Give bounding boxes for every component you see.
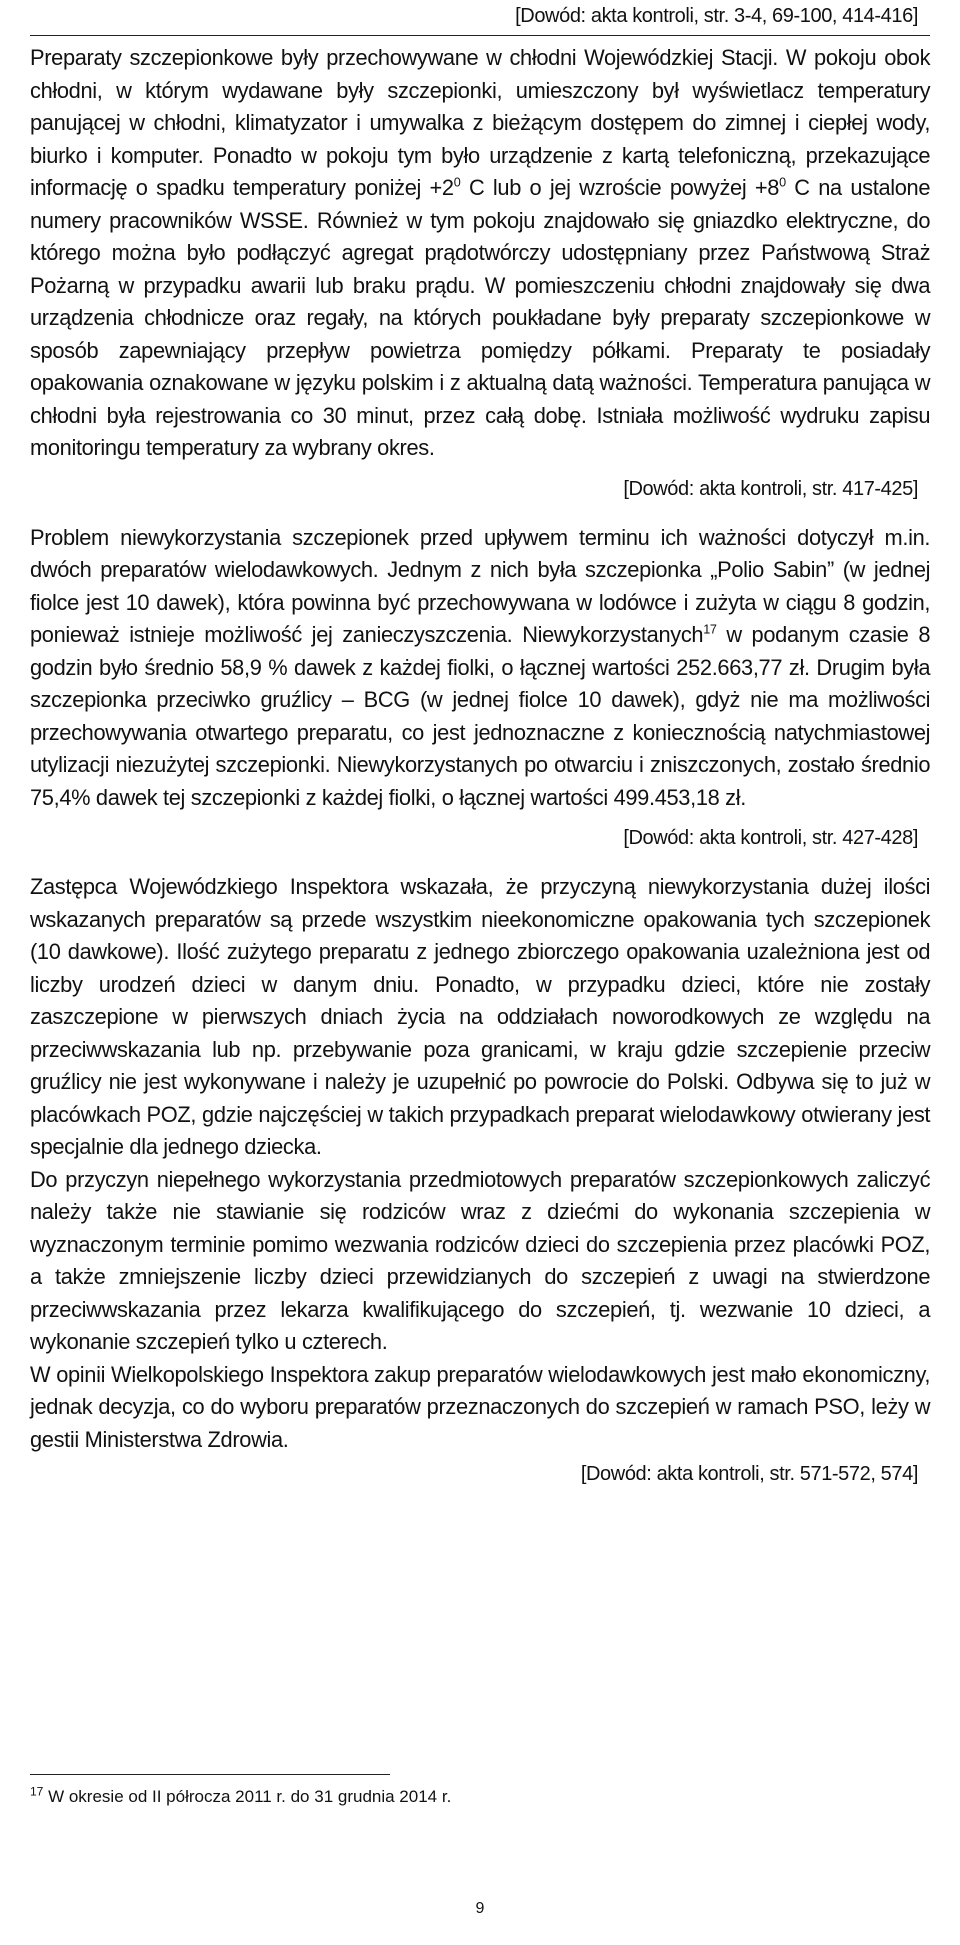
page-number: 9 <box>475 1900 485 1917</box>
paragraph-storage-end: C na ustalone numery pracowników WSSE. Również w tym pokoju znajdowało się gniazdko elektryczne, do którego można było podłączyć agregat prądotwórczy udostępniany przez Państwową Straż Pożarną w przypadku awarii lub braku prądu. W pomieszczeniu chłodni znajdowały się dwa urządzenia chłodnicze oraz regały, na których poukładane były preparaty szczepionkowe w sposób zapewniający przepływ powietrza pomiędzy półkami. Preparaty te posiadały opakowania oznakowane w języku polskim i z aktualną datą ważności. Temperatura panująca w chłodni była rejestrowania co 30 minut, przez całą dobę. Istniała możliwość wydruku zapisu monitoringu temperatury za wybrany okres. <box>30 175 931 460</box>
paragraph-waste <box>30 522 930 815</box>
footnote <box>30 1786 451 1808</box>
paragraph-waste-end: w podanym czasie 8 godzin było średnio 58,9 % dawek z każdej fiolki, o łącznej wartości 252.663,77 zł. Drugim była szczepionka przeciwko gruźlicy – BCG (w jednej fiolce 10 dawek), gdyż nie ma możliwości przechowywania otwartego preparatu, co jest jednoznaczne z koniecznością natychmiastowej utylizacji niezużytej szczepionki. Niewykorzystanych po otwarciu i zniszczonych, zostało średnio 75,4% dawek tej szczepionki z każdej fiolki, o łącznej wartości 499.453,18 zł. <box>30 622 931 810</box>
paragraph-deputy-inspector: Zastępca Wojewódzkiego Inspektora wskazała, że przyczyną niewykorzystania dużej ilości wskazanych preparatów są przede wszystkim nieekonomiczne opakowania tych szczepionek (10 dawkowe). Ilość zużytego preparatu z jednego zbiorczego opakowania uzależniona jest od liczby urodzeń dzieci w danym dniu. Ponadto, w przypadku dzieci, które nie zostały zaszczepione w pierwszych dniach życia na oddziałach noworodkowych ze względu na przeciwwskazania lub np. przebywanie poza granicami, w kraju gdzie szczepienie przeciw gruźlicy nie jest wykonywane i należy je uzupełnić po powrocie do Polski. Odbywa się to już w placówkach POZ, gdzie najczęściej w takich przypadkach preparat wielodawkowy otwierany jest specjalnie dla jednego dziecka. <box>30 874 931 1159</box>
paragraph-waste-text: Problem niewykorzystania szczepionek przed upływem terminu ich ważności dotyczył m.in. dwóch preparatów wielodawkowych. Jednym z nich była szczepionka „Polio Sabin” (w jednej fiolce jest 10 dawek), która powinna być przechowywana w lodówce i zużyta w ciągu 8 godzin, ponieważ istnieje możliwość jej zanieczyszczenia. Niewykorzystanych <box>30 524 931 647</box>
footnote-reference: 17 <box>703 621 717 637</box>
paragraph-storage-mid: C lub o jej wzroście powyżej +8 <box>460 175 780 200</box>
paragraph-causes: Do przyczyn niepełnego wykorzystania przedmiotowych preparatów szczepionkowych zaliczyć należy także nie stawianie się rodziców wraz z dziećmi do wykonania szczepienia w wyznaczonym terminie pomimo wezwania rodziców dzieci do szczepienia przez placówki POZ, a także zmniejszenie liczby dzieci przewidzianych do szczepień z uwagi na stwierdzone przeciwwskazania przez lekarza kwalifikującego do szczepień, tj. wezwanie 10 dzieci, a wykonanie szczepień tylko u czterech. <box>30 1166 931 1354</box>
paragraph-storage <box>30 42 930 465</box>
source-reference-2: [Dowód: akta kontroli, str. 427-428] <box>623 827 918 849</box>
superscript-degree-2: 0 <box>779 174 786 190</box>
footnote-text: W okresie od II półrocza 2011 r. do 31 grudnia 2014 r. <box>43 1787 452 1806</box>
footnote-number: 17 <box>30 1784 44 1799</box>
footnote-divider <box>30 1774 390 1775</box>
source-reference-3: [Dowód: akta kontroli, str. 571-572, 574] <box>580 1463 918 1485</box>
document-page <box>30 0 931 1917</box>
source-reference-1: [Dowód: akta kontroli, str. 417-425] <box>623 477 918 500</box>
source-reference-top: [Dowód: akta kontroli, str. 3-4, 69-100, 414-416] <box>515 5 918 27</box>
paragraph-storage-text: Preparaty szczepionkowe były przechowywane w chłodni Wojewódzkiej Stacji. W pokoju obok chłodni, w którym wydawane były szczepionki, umieszczony był wyświetlacz temperatury panującej w chłodni, klimatyzator i umywalka z bieżącym dostępem do zimnej i ciepłej wody, biurko i komputer. Ponadto w pokoju tym było urządzenie z kartą telefoniczną, przekazujące informację o spadku temperatury poniżej +2 <box>30 45 931 200</box>
paragraph-inspector-opinion: W opinii Wielkopolskiego Inspektora zakup preparatów wielodawkowych jest mało ekonomiczny, jednak decyzja, co do wyboru preparatów przeznaczonych do szczepień w ramach PSO, leży w gestii Ministerstwa Zdrowia. <box>30 1361 931 1452</box>
header-divider <box>30 35 930 36</box>
superscript-degree-1: 0 <box>453 174 461 190</box>
